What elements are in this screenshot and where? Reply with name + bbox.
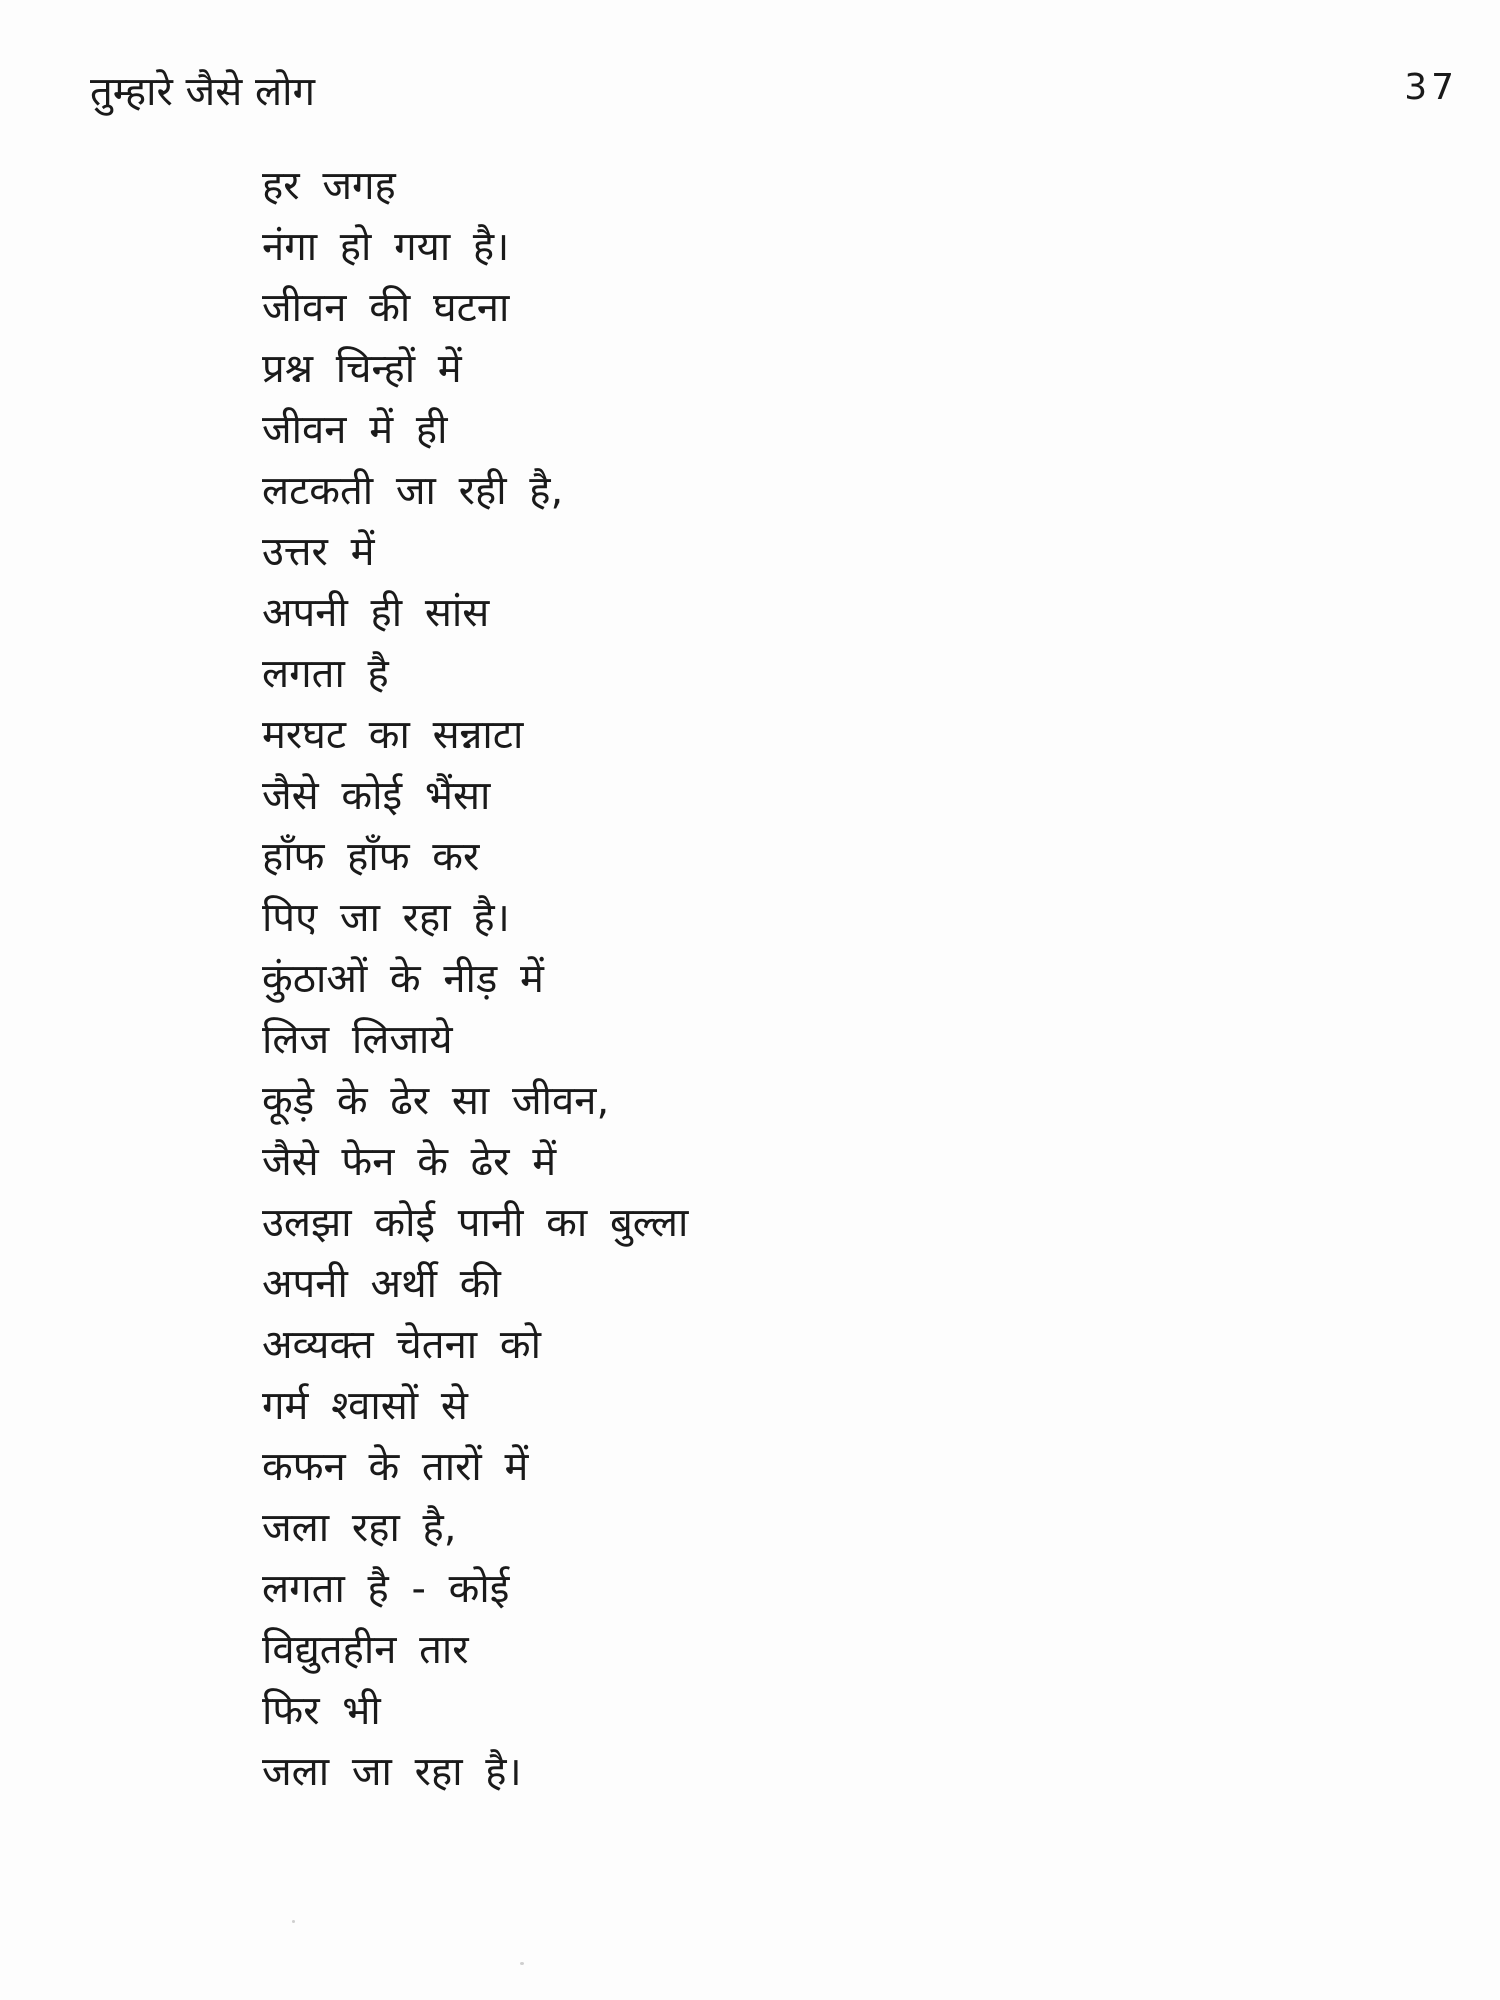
running-head-title: तुम्हारे जैसे लोग — [90, 69, 315, 115]
poem-line: अपनी अर्थी की — [262, 1261, 501, 1307]
poem-line: मरघट का सन्नाटा — [262, 712, 524, 758]
poem-line: हर जगह — [262, 163, 396, 209]
poem-line: कुंठाओं के नीड़ में — [262, 956, 544, 1002]
poem-line: विद्युतहीन तार — [262, 1627, 469, 1673]
poem-line: जला रहा है, — [262, 1505, 457, 1551]
poem-line: कूड़े के ढेर सा जीवन, — [262, 1078, 610, 1124]
poem-body — [262, 156, 688, 1803]
poem-line: उत्तर में — [262, 529, 375, 575]
poem-line: जला जा रहा है। — [262, 1749, 522, 1795]
poem-line: प्रश्न चिन्हों में — [262, 346, 462, 392]
poem-line: लिज लिजाये — [262, 1017, 453, 1063]
poem-line: कफन के तारों में — [262, 1444, 529, 1490]
poem-line: नंगा हो गया है। — [262, 224, 510, 270]
poem-line: लटकती जा रही है, — [262, 468, 564, 514]
poem-line: अव्यक्त चेतना को — [262, 1322, 541, 1368]
poem-line: अपनी ही सांस — [262, 590, 490, 636]
scan-speck — [520, 1962, 524, 1965]
poem-line: लगता है - कोई — [262, 1566, 510, 1612]
poem-line: हाँफ हाँफ कर — [262, 834, 480, 880]
poem-line: पिए जा रहा है। — [262, 895, 510, 941]
poem-line: जैसे कोई भैंसा — [262, 773, 491, 819]
poem-line: फिर भी — [262, 1688, 381, 1734]
scan-speck — [292, 1920, 295, 1923]
page-number: 37 — [1404, 67, 1458, 108]
poem-line: उलझा कोई पानी का बुल्ला — [262, 1200, 689, 1246]
poem-line: जैसे फेन के ढेर में — [262, 1139, 557, 1185]
poem-line: गर्म श्वासों से — [262, 1383, 468, 1429]
poem-line: जीवन में ही — [262, 407, 448, 453]
poem-line: लगता है — [262, 651, 389, 697]
poem-line: जीवन की घटना — [262, 285, 510, 331]
